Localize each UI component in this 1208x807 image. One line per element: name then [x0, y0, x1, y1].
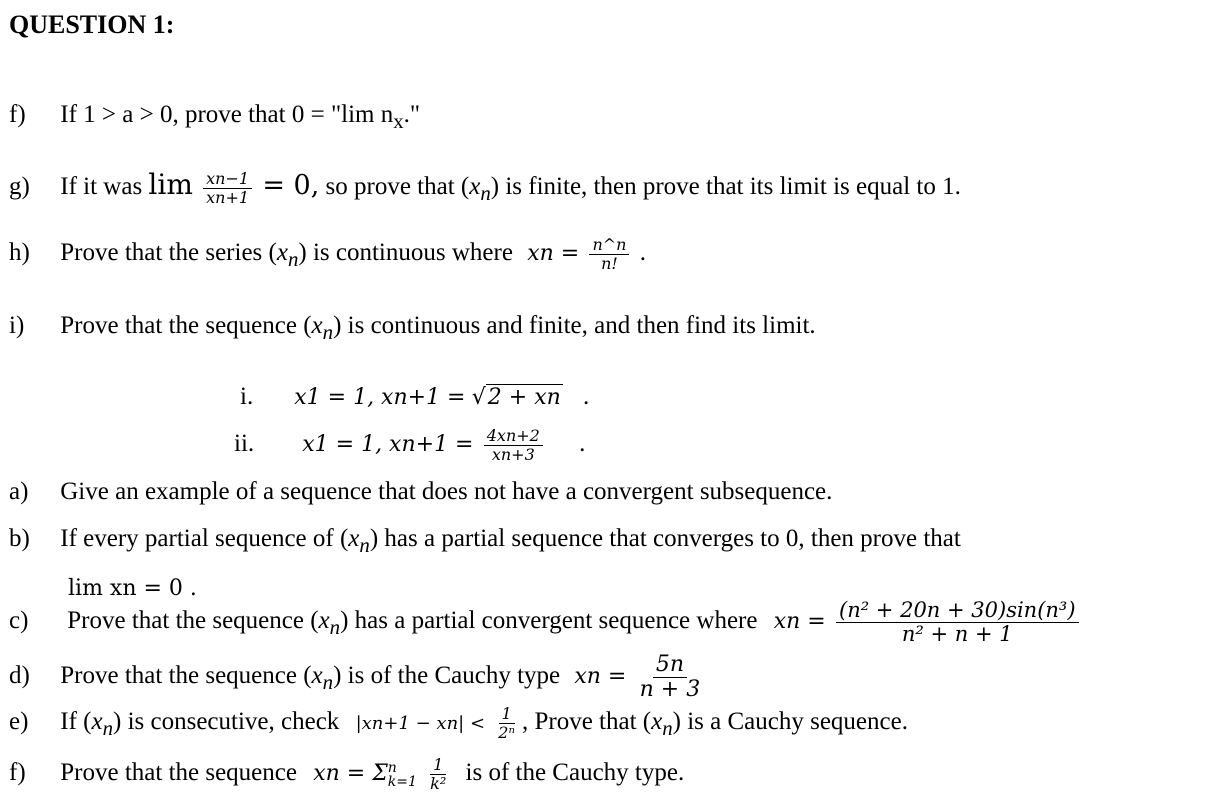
fraction [427, 757, 449, 792]
fraction-denominator: k² [430, 774, 447, 793]
sum-lower: k=1 [387, 773, 417, 790]
item-i [9, 312, 816, 345]
var-sub: n [287, 247, 299, 272]
item-b2 [68, 574, 197, 602]
fraction-numerator: n^n [589, 237, 629, 255]
fraction-denominator: n + 3 [639, 677, 701, 702]
item-text: Give an example of a sequence that does not have a convergent subsequence. [60, 478, 833, 505]
var-sub: n [322, 670, 334, 695]
var-sub: n [102, 716, 114, 741]
equation-rhs: = 0, [262, 170, 320, 201]
item-label: ii. [234, 430, 255, 458]
item-end: ." [403, 101, 421, 128]
math-lhs: xn = [574, 664, 627, 690]
item-post: so prove that ( [319, 173, 470, 200]
fraction [637, 654, 704, 701]
item-end: . [579, 430, 586, 458]
item-post: ) is continuous where [298, 239, 513, 267]
item-pre: Prove that the sequence [60, 759, 297, 787]
item-c [9, 600, 1083, 645]
item-g [9, 168, 961, 206]
fraction-numerator: 4xn+2 [484, 428, 543, 446]
item-e [9, 706, 908, 741]
var: x [318, 607, 330, 635]
item-a [9, 478, 832, 506]
item-post3: ) is a Cauchy sequence. [672, 708, 908, 736]
var-sub: n [662, 716, 673, 741]
lim-text: lim [148, 168, 193, 201]
math-limit: lim xn = 0 . [68, 576, 197, 601]
item-label: f) [9, 759, 26, 787]
var: x [91, 708, 103, 736]
item-i2 [234, 428, 585, 463]
var-sub: n [480, 181, 491, 205]
item-end: . [639, 239, 646, 267]
item-label: a) [9, 478, 29, 505]
var: x [311, 312, 323, 339]
fraction [836, 600, 1079, 645]
fraction-denominator: xn+3 [491, 445, 535, 464]
item-label: b) [9, 525, 30, 552]
item-f2 [9, 757, 684, 792]
fraction-denominator: n! [601, 254, 618, 273]
var: x [276, 239, 288, 267]
item-b [9, 525, 961, 558]
item-d [9, 654, 707, 701]
item-label: i. [240, 383, 254, 410]
item-label: d) [9, 662, 30, 690]
fraction-numerator: (n² + 20n + 30)sin(n³) [836, 600, 1079, 623]
item-pre: Prove that the sequence ( [60, 662, 312, 690]
var-sub: n [359, 533, 370, 557]
item-label: i) [9, 312, 25, 339]
item-i1: i. x1 = 1, xn+1 = √2 + xn . [240, 383, 590, 410]
math-lhs: x1 = 1, xn+1 = [302, 432, 474, 458]
math-lhs: xn = Σ [313, 761, 388, 787]
item-h [9, 237, 646, 272]
fraction [495, 706, 518, 741]
item-label: f) [9, 101, 26, 128]
item-pre: Prove that the sequence ( [67, 607, 319, 635]
fraction-denominator: 2ⁿ [498, 723, 515, 742]
item-label: c) [9, 607, 29, 635]
item-label: e) [9, 708, 29, 736]
var: x [469, 173, 481, 200]
item-label: g) [9, 173, 30, 200]
var: x [348, 525, 360, 552]
item-post: ) is consecutive, check [113, 708, 340, 736]
math-lhs: xn = [773, 609, 826, 635]
sqrt-body: 2 + xn [487, 385, 561, 410]
fraction-denominator: n² + n + 1 [901, 622, 1013, 646]
item-pre: If it was [60, 173, 143, 200]
item-end: . [583, 383, 590, 410]
item-post: is of the Cauchy type. [465, 759, 685, 787]
item-pre: Prove that the sequence ( [60, 312, 312, 339]
var: x [311, 662, 323, 690]
item-post: ) has a partial convergent sequence where [340, 607, 758, 635]
item-post: ) is of the Cauchy type [333, 662, 561, 690]
sum-upper: n [387, 759, 397, 776]
fraction-numerator: 1 [430, 757, 446, 775]
item-post2: ) is finite, then prove that its limit is equal to 1. [490, 173, 961, 200]
question-title: QUESTION 1: [9, 10, 175, 39]
item-post2: , Prove that ( [521, 708, 652, 736]
item-label: h) [9, 239, 30, 267]
var-sub: n [322, 320, 334, 344]
var-sub: n [329, 615, 341, 640]
item-pre: If ( [60, 708, 92, 736]
fraction [484, 428, 543, 463]
fraction-numerator: 5n [653, 654, 687, 678]
fraction-denominator: xn+1 [206, 187, 250, 207]
fraction [203, 168, 252, 207]
fraction-numerator: 1 [499, 706, 515, 724]
item-text: If 1 > a > 0, prove that 0 = "lim n [60, 101, 394, 128]
item-sub: x [393, 109, 404, 133]
item-post: ) is continuous and finite, and then find its limit. [333, 312, 816, 339]
math-inequality: |xn+1 − xn| < [355, 713, 486, 735]
var: x [651, 708, 663, 736]
sum-limits [388, 761, 417, 789]
math-lhs: xn = [527, 241, 580, 267]
item-pre: If every partial sequence of ( [60, 525, 349, 552]
item-post: ) has a partial sequence that converges to 0, then prove that [369, 525, 961, 552]
fraction-numerator: xn−1 [203, 171, 252, 189]
item-f1 [9, 101, 420, 134]
math-lhs: x1 = 1, xn+1 = [294, 385, 466, 410]
item-pre: Prove that the series ( [60, 239, 277, 267]
fraction [589, 237, 629, 272]
